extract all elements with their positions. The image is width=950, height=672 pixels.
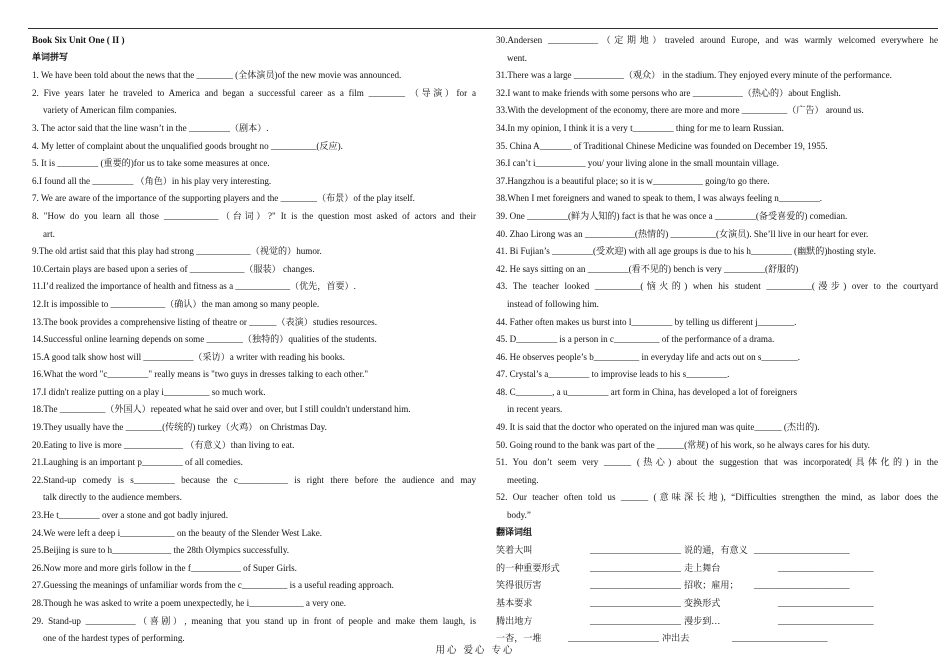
- exercise-item: 12.It is impossible to ____________（确认）the man among so many people.: [32, 298, 320, 309]
- phrase-chinese: 说的通，有意义: [684, 545, 748, 556]
- answer-blank[interactable]: ____________________: [590, 615, 681, 626]
- exercise-item: 39. One _________(鲜为人知的) fact is that he was once a _________(备受喜爱的) comedian.: [496, 210, 848, 221]
- answer-blank[interactable]: _____________________: [778, 615, 874, 626]
- exercise-continuation: one of the hardest types of performing.: [43, 633, 185, 644]
- phrase-chinese: 走上舞台: [684, 562, 721, 573]
- exercise-item: 5. It is _________ (重要的)for us to take some measures at once.: [32, 158, 270, 169]
- phrase-row: [496, 542, 938, 560]
- phrase-chinese: 笑得很厉害: [496, 580, 542, 591]
- exercise-item: 11.I’d realized the importance of health and fitness as a ____________（优先，首要）.: [32, 281, 356, 292]
- exercise-item: 23.He t_________ over a stone and got badly injured.: [32, 510, 228, 521]
- exercise-item: 22.Stand-up comedy is s_________ because the c___________ is right there before the audience and may: [32, 474, 476, 485]
- phrase-list: [496, 542, 938, 648]
- vocab-list-left: [32, 67, 476, 648]
- exercise-continuation: instead of following him.: [507, 298, 599, 309]
- exercise-item: 34.In my opinion, I think it is a very t_________ thing for me to learn Russian.: [496, 122, 784, 133]
- exercise-item: 48. C________, a u_________ art form in China, has developed a lot of foreigners: [496, 386, 798, 397]
- exercise-item: 40. Zhao Lirong was an ___________(热情的) __________(女演员). She’ll live in our heart for ever.: [496, 228, 869, 239]
- answer-blank[interactable]: ____________________: [590, 562, 681, 573]
- phrase-row: [496, 577, 938, 595]
- answer-blank[interactable]: ____________________: [590, 580, 681, 591]
- exercise-item: 17.I didn't realize putting on a play i__________ so much work.: [32, 386, 266, 397]
- answer-blank[interactable]: _____________________: [732, 633, 828, 644]
- document-title: Book Six Unit One ( II ): [32, 35, 125, 45]
- exercise-continuation: talk directly to the audience members.: [43, 492, 182, 503]
- phrase-row: [496, 595, 938, 613]
- exercise-item: 10.Certain plays are based upon a series of ____________（服装） changes.: [32, 263, 315, 274]
- answer-blank[interactable]: _____________________: [754, 580, 850, 591]
- exercise-item: 31.There was a large ___________（观众） in the stadium. They enjoyed every minute of the performance.: [496, 70, 892, 81]
- phrase-chinese: 基本要求: [496, 598, 533, 608]
- exercise-item: 15.A good talk show host will ___________（采访）a writer with reading his books.: [32, 351, 345, 362]
- phrase-chinese: 的一种重要形式: [496, 562, 560, 573]
- exercise-item: 33.With the development of the economy, there are more and more __________（广告） around us.: [496, 105, 864, 116]
- exercise-item: 42. He says sitting on an _________(看不见的) bench is very _________(舒服的): [496, 263, 799, 274]
- exercise-item: 25.Beijing is sure to h_____________ the 28th Olympics successfully.: [32, 545, 290, 556]
- exercise-item: 51. You don’t seem very ______ (热心) about the suggestion that was incorporated(具体化的) in the: [496, 457, 938, 468]
- exercise-item: 8. "How do you learn all those ____________（台词）?" It is the question most asked of actors and their: [32, 210, 476, 221]
- exercise-item: 4. My letter of complaint about the unqualified goods brought no __________(反应).: [32, 140, 343, 151]
- exercise-item: 36.I can’t i___________ you/ your living alone in the small mountain village.: [496, 158, 779, 169]
- exercise-item: 32.I want to make friends with some persons who are ___________（热心的）about English.: [496, 87, 841, 98]
- phrase-chinese: 变换形式: [684, 598, 721, 608]
- exercise-item: 27.Guessing the meanings of unfamiliar words from the c__________ is a useful reading approach.: [32, 580, 394, 591]
- exercise-item: 37.Hangzhou is a beautiful place; so it is w___________ going/to go there.: [496, 175, 770, 186]
- exercise-item: 1. We have been told about the news that the ________ (全体演员)of the new movie was announced.: [32, 70, 402, 81]
- page-footer: 用心 爱心 专心: [435, 645, 515, 656]
- answer-blank[interactable]: _____________________: [754, 545, 850, 556]
- exercise-continuation: in recent years.: [507, 404, 563, 415]
- exercise-item: 43. The teacher looked __________(恼火的) when his student __________(漫步) over to the courtyard: [496, 281, 938, 292]
- exercise-item: 38.When I met foreigners and waned to speak to them, I was always feeling n_________.: [496, 193, 823, 204]
- exercise-item: 3. The actor said that the line wasn’t in the _________（剧本）.: [32, 122, 269, 133]
- phrase-row: [496, 560, 938, 578]
- exercise-item: 49. It is said that the doctor who operated on the injured man was quite______ (杰出的).: [496, 422, 820, 433]
- answer-blank[interactable]: _____________________: [778, 598, 874, 608]
- phrase-chinese: 腾出地方: [496, 615, 533, 626]
- exercise-item: 19.They usually have the ________(传统的) turkey（火鸡） on Christmas Day.: [32, 422, 327, 433]
- exercise-item: 29. Stand-up ___________（喜剧）, meaning that you stand up in front of people and make them laugh, is: [32, 615, 476, 626]
- exercise-continuation: variety of American film companies.: [43, 105, 177, 116]
- exercise-item: 28.Though he was asked to write a poem unexpectedly, he i____________ a very one.: [32, 598, 347, 608]
- top-rule: [28, 28, 938, 29]
- exercise-item: 45. D_________ is a person in c__________ of the performance of a drama.: [496, 334, 775, 345]
- exercise-item: 18.The __________（外国人）repeated what he said over and over, but I still couldn't understand him.: [32, 404, 411, 415]
- exercise-item: 21.Laughing is an important p_________ of all comedies.: [32, 457, 243, 468]
- phrase-chinese: 笑着大叫: [496, 545, 533, 556]
- exercise-continuation: art.: [43, 228, 55, 239]
- exercise-item: 35. China A_______ of Traditional Chinese Medicine was founded on December 19, 1955.: [496, 140, 828, 151]
- exercise-item: 41. Bi Fujian’s _________(受欢迎) with all age groups is due to his h_________ (幽默的)hosting style.: [496, 246, 876, 257]
- exercise-continuation: went.: [507, 52, 527, 63]
- phrase-row: [496, 613, 938, 631]
- left-column: [32, 32, 476, 648]
- exercise-item: 24.We were left a deep i____________ on the beauty of the Slender West Lake.: [32, 527, 323, 538]
- exercise-item: 14.Successful online learning depends on some ________（独特的）qualities of the students.: [32, 334, 377, 345]
- exercise-item: 6.I found all the _________ （角色）in his play very interesting.: [32, 175, 272, 186]
- exercise-item: 16.What the word "c_________" really means is "two guys in dresses talking to each other.": [32, 369, 369, 380]
- exercise-item: 20.Eating to live is more _____________ （有意义）than living to eat.: [32, 439, 295, 450]
- exercise-item: 52. Our teacher often told us ______ (意味深长地), “Difficulties strengthen the mind, as labor does the: [496, 492, 938, 503]
- exercise-continuation: body.”: [507, 510, 531, 521]
- exercise-continuation: meeting.: [507, 474, 539, 485]
- phrase-chinese: 招收；雇用；: [684, 580, 739, 591]
- exercise-item: 26.Now more and more girls follow in the f___________ of Super Girls.: [32, 562, 297, 573]
- phrase-chinese: 漫步到…: [684, 615, 721, 626]
- exercise-item: 50. Going round to the bank was part of the ______(常规) of his work, so he always cares for his duty.: [496, 439, 870, 450]
- exercise-item: 47. Crystal’s a_________ to improvise leads to his s_________.: [496, 369, 730, 380]
- phrase-chinese: 一杳，一堆: [496, 633, 542, 644]
- right-column: [496, 32, 938, 648]
- answer-blank[interactable]: _____________________: [778, 562, 874, 573]
- exercise-item: 46. He observes people’s b__________ in everyday life and acts out on s________.: [496, 351, 801, 362]
- exercise-item: 13.The book provides a comprehensive listing of theatre or ______（表演）studies resources.: [32, 316, 377, 327]
- phrase-chinese: 冲出去: [662, 633, 690, 644]
- exercise-item: 9.The old artist said that this play had strong ____________（视觉的）humor.: [32, 246, 322, 257]
- vocab-list-right: [496, 32, 938, 525]
- answer-blank[interactable]: ____________________: [568, 633, 659, 644]
- section-heading-translate: 翻译词组: [496, 527, 533, 538]
- section-heading-vocab: 单词拼写: [32, 52, 69, 63]
- answer-blank[interactable]: ____________________: [590, 545, 681, 556]
- exercise-item: 30.Andersen ___________（定期地）traveled around Europe, and was warmly welcomed everywhere he: [496, 35, 938, 45]
- exercise-item: 2. Five years later he traveled to America and began a successful career as a film ________ （导演）for a: [32, 87, 476, 98]
- exercise-item: 7. We are aware of the importance of the supporting players and the ________（布景）of the play itself.: [32, 193, 415, 204]
- answer-blank[interactable]: ____________________: [590, 598, 681, 608]
- exercise-item: 44. Father often makes us burst into l_________ by telling us different j________.: [496, 316, 797, 327]
